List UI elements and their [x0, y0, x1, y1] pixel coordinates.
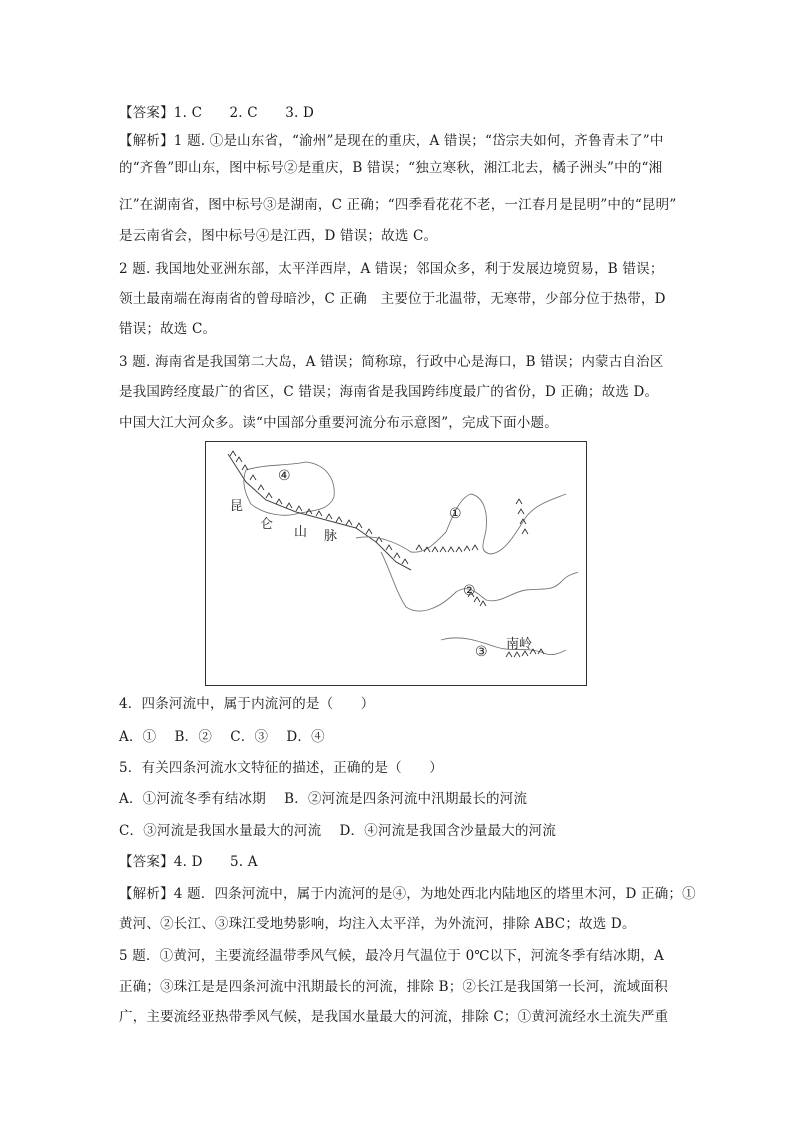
marker-3: ③: [475, 644, 488, 660]
river-map: [206, 442, 586, 685]
marker-1: ①: [449, 506, 462, 522]
question-4: 4．四条河流中，属于内流河的是（ ）: [119, 696, 375, 712]
analysis-line: 领土最南端在海南省的曾母暗沙，C 正确 主要位于北温带，无寒带，少部分位于热带，D: [119, 291, 666, 307]
river-map-figure: [205, 441, 587, 686]
map-label-shan: 山: [294, 525, 308, 540]
question-5-options-a-b: A．①河流冬季有结冰期 B．②河流是四条河流中汛期最长的河流: [119, 791, 528, 807]
map-label-mai: 脉: [324, 529, 338, 544]
marker-4: ④: [278, 468, 291, 484]
question-4-options: A．① B．② C．③ D．④: [119, 729, 325, 745]
marker-2: ②: [463, 583, 476, 599]
analysis-line: 的“齐鲁”即山东，图中标号②是重庆，B 错误；“独立寒秋，湘江北去，橘子洲头”中的“湘: [119, 160, 663, 176]
answer-line-1: 【答案】1. C 2. C 3. D: [119, 105, 314, 121]
analysis-line: 是我国跨经度最广的省区，C 错误；海南省是我国跨纬度最广的省份，D 正确；故选 D。: [119, 384, 659, 400]
analysis-line: 正确；③珠江是是四条河流中汛期最长的河流，排除 B；②长江是我国第一长河，流域面积: [119, 979, 668, 995]
question-5: 5．有关四条河流水文特征的描述，正确的是（ ）: [119, 760, 443, 776]
analysis-line: 错误；故选 C。: [119, 321, 217, 337]
analysis-line: 2 题. 我国地处亚洲东部，太平洋西岸，A 错误；邻国众多，利于发展边境贸易，B 错误；: [119, 261, 664, 277]
analysis-line: 3 题. 海南省是我国第二大岛，A 错误；简称琼，行政中心是海口，B 错误；内蒙古自治区: [119, 354, 664, 370]
answer-line-2: 【答案】4. D 5. A: [119, 854, 258, 870]
analysis-line: 黄河、②长江、③珠江受地势影响，均注入太平洋，为外流河，排除 ABC；故选 D。: [119, 916, 636, 932]
map-label-kun: 昆: [230, 499, 244, 514]
question-5-options-c-d: C．③河流是我国水量最大的河流 D．④河流是我国含沙量最大的河流: [119, 823, 557, 839]
analysis-line: 江”在湖南省，图中标号③是湖南，C 正确；“四季看花花不老，一江春月是昆明”中的“昆明”: [119, 197, 677, 213]
analysis-line: 5 题．①黄河，主要流经温带季风气候，最冷月气温位于 0℃以下，河流冬季有结冰期，A: [119, 948, 665, 964]
analysis-line: 【解析】4 题．四条河流中，属于内流河的是④，为地处西北内陆地区的塔里木河，D 正确；①: [119, 886, 696, 902]
map-label-nanling: 南岭: [506, 637, 533, 652]
analysis-line: 广，主要流经亚热带季风气候，是我国水量最大的河流，排除 C；①黄河流经水土流失严重: [119, 1009, 669, 1025]
analysis-line: 【解析】1 题. ①是山东省，“渝州”是现在的重庆，A 错误；“岱宗夫如何，齐鲁青未了”中: [119, 133, 664, 149]
analysis-line: 是云南省会，图中标号④是江西，D 错误；故选 C。: [119, 228, 438, 244]
map-label-lun: 仑: [260, 517, 274, 532]
intro-line: 中国大江大河众多。读“中国部分重要河流分布示意图”，完成下面小题。: [119, 415, 558, 431]
